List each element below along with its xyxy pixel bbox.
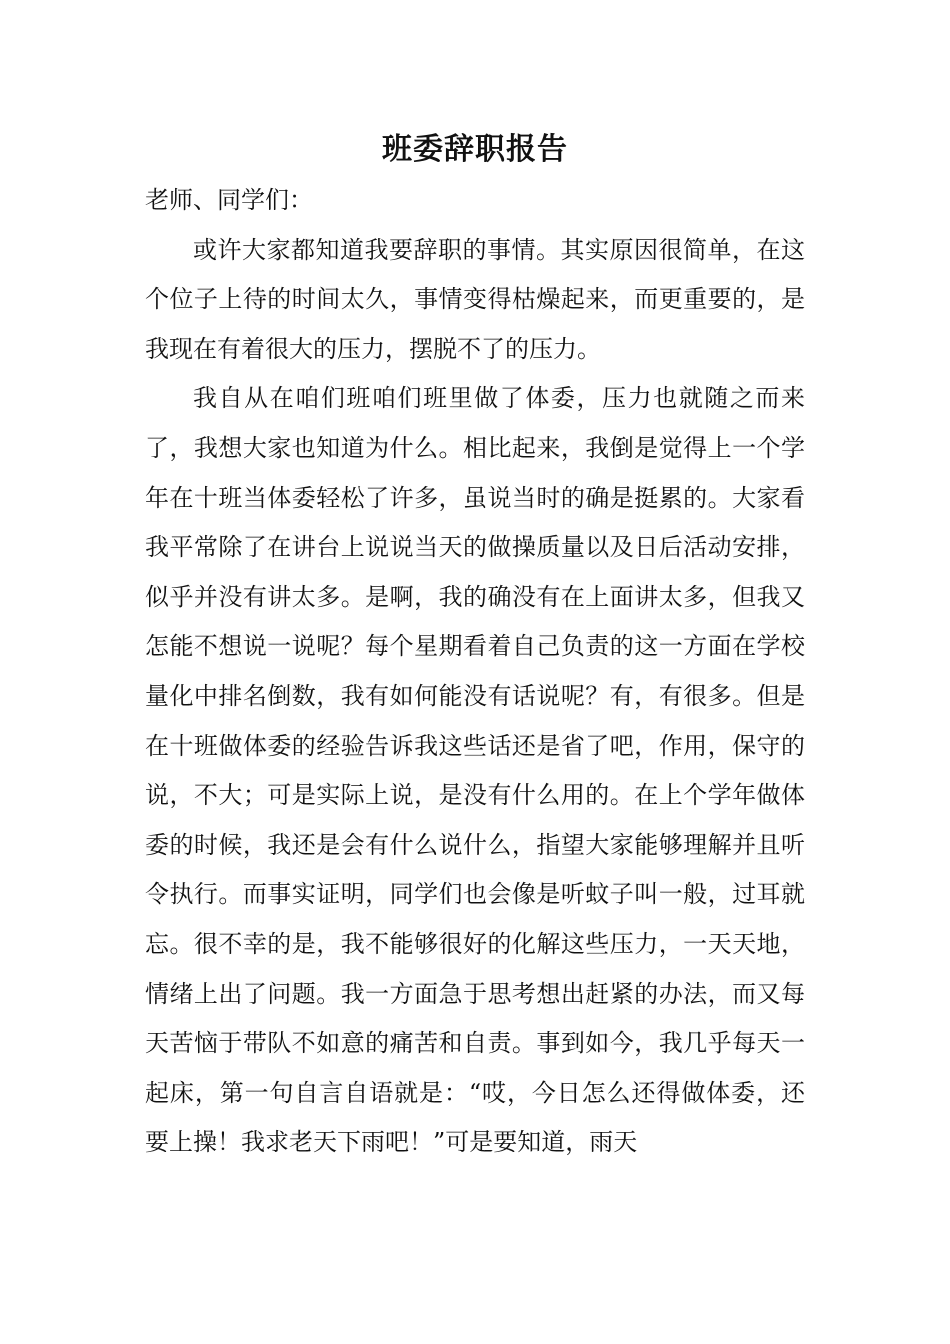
- salutation: 老师、同学们：: [145, 186, 313, 214]
- paragraph-1: 或许大家都知道我要辞职的事情。其实原因很简单，在这个位子上待的时间太久，事情变得枯燥起来，而更重要的，是我现在有着很大的压力，摆脱不了的压力。: [145, 235, 805, 363]
- paragraph-2: 我自从在咱们班咱们班里做了体委，压力也就随之而来了，我想大家也知道为什么。相比起来，我倒是觉得上一个学年在十班当体委轻松了许多，虽说当时的确是挺累的。大家看我平常除了在讲台上说说当天的做操质量以及日后活动安排，似乎并没有讲太多。是啊，我的确没有在上面讲太多，但我又怎能不想说一说呢？每个星期看着自己负责的这一方面在学校量化中排名倒数，我有如何能没有话说呢？有，有很多。但是在十班做体委的经验告诉我这些话还是省了吧，作用，保守的说，不大；可是实际上说，是没有什么用的。在上个学年做体委的时候，我还是会有什么说什么，指望大家能够理解并且听令执行。而事实证明，同学们也会像是听蚊子叫一般，过耳就忘。很不幸的是，我不能够很好的化解这些压力，一天天地，情绪上出了问题。我一方面急于思考想出赶紧的办法，而又每天苦恼于带队不如意的痛苦和自责。事到如今，我几乎每天一起床，第一句自言自语就是：“哎，今日怎么还得做体委，还要上操！我求老天下雨吧！”可是要知道，雨天: [145, 384, 805, 1157]
- document-body: [145, 128, 805, 1168]
- document-title: 班委辞职报告: [382, 132, 568, 167]
